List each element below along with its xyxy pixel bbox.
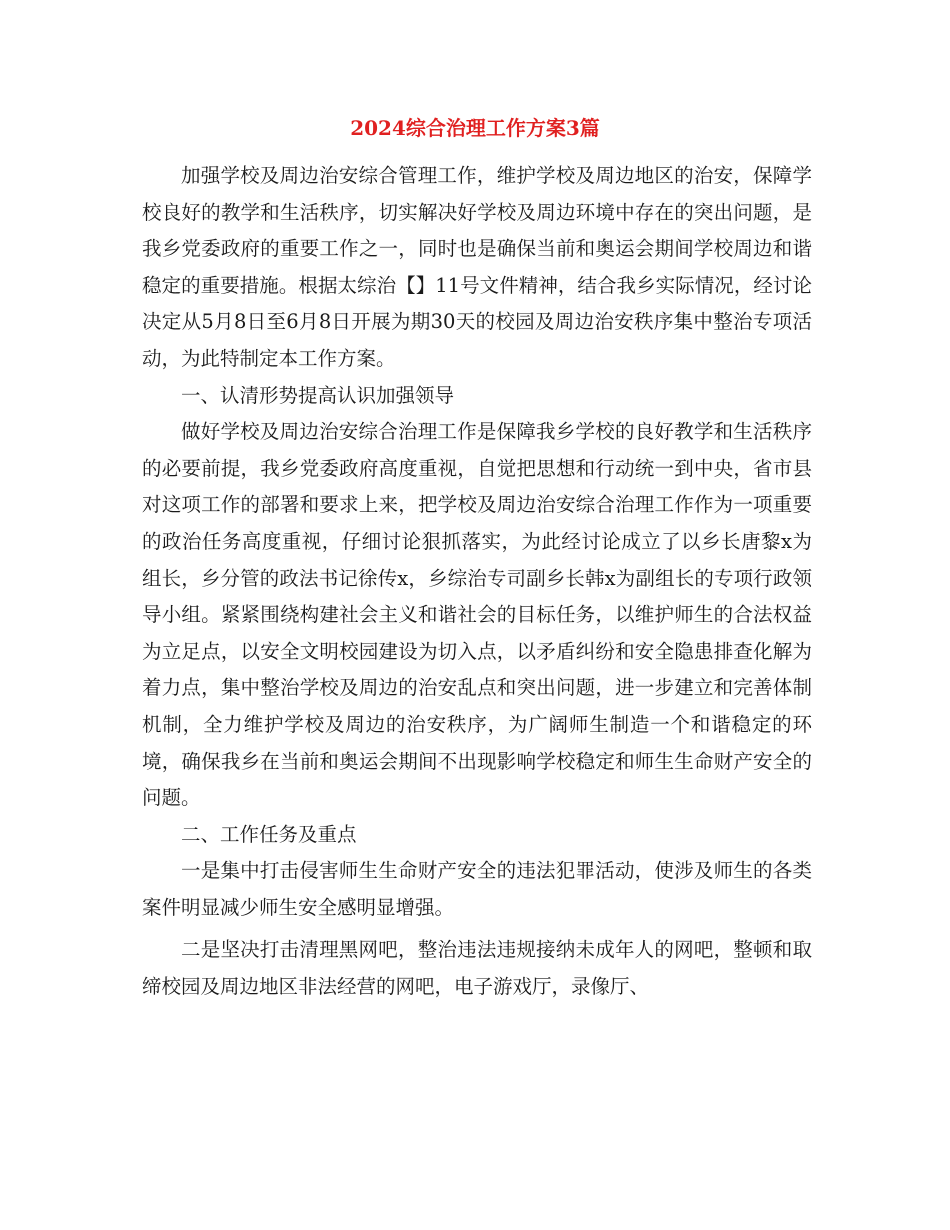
section-heading-2: 二、工作任务及重点 bbox=[181, 822, 357, 846]
section-heading-1: 一、认清形势提高认识加强领导 bbox=[181, 383, 455, 407]
paragraph-intro: 加强学校及周边治安综合管理工作，维护学校及周边地区的治安，保障学校良好的教学和生活秩序，切实解决好学校及周边环境中存在的突出问题，是我乡党委政府的重要工作之一，同时也是确保当前和奥运会期间学校周边和谐稳定的重要措施。根据太综治【】11号文件精神，结合我乡实际情况，经讨论决定从5月8日至6月8日开展为期30天的校园及周边治安秩序集中整治专项活动，为此特制定本工作方案。 bbox=[142, 164, 812, 370]
paragraph-task-1: 一是集中打击侵害师生生命财产安全的违法犯罪活动，使涉及师生的各类案件明显减少师生安全感明显增强。 bbox=[142, 859, 812, 919]
document-body bbox=[142, 158, 812, 1006]
document-title: 2024综合治理工作方案3篇 bbox=[350, 116, 600, 140]
paragraph-task-2: 二是坚决打击清理黑网吧，整治违法违规接纳未成年人的网吧，整顿和取缔校园及周边地区非法经营的网吧，电子游戏厅，录像厅、 bbox=[142, 938, 812, 999]
paragraph-section-1: 做好学校及周边治安综合治理工作是保障我乡学校的良好教学和生活秩序的必要前提，我乡党委政府高度重视，自觉把思想和行动统一到中央，省市县对这项工作的部署和要求上来，把学校及周边治安综合治理工作作为一项重要的政治任务高度重视，仔细讨论狠抓落实，为此经讨论成立了以乡长唐黎x为组长，乡分管的政法书记徐传x，乡综治专司副乡长韩x为副组长的专项行政领导小组。紧紧围绕构建社会主义和谐社会的目标任务，以维护师生的合法权益为立足点，以安全文明校园建设为切入点，以矛盾纠纷和安全隐患排查化解为着力点，集中整治学校及周边的治安乱点和突出问题，进一步建立和完善体制机制，全力维护学校及周边的治安秩序，为广阔师生制造一个和谐稳定的环境，确保我乡在当前和奥运会期间不出现影响学校稳定和师生生命财产安全的问题。 bbox=[142, 420, 812, 810]
